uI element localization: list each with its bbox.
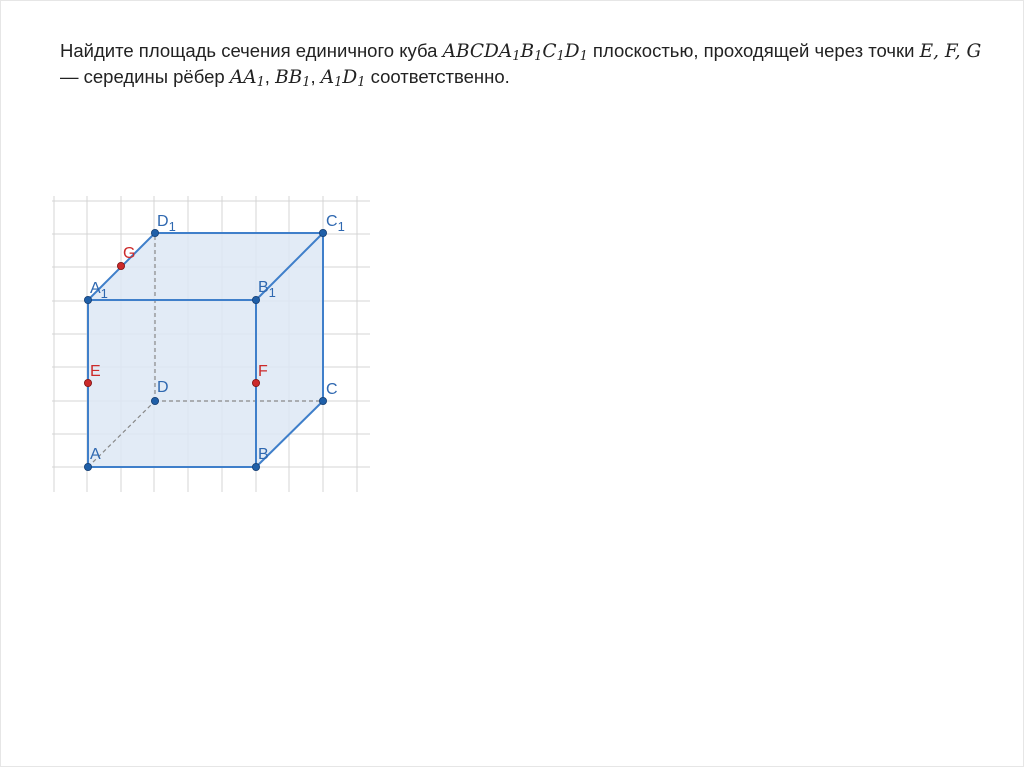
- points-list: E, F, G: [919, 41, 982, 62]
- cube-figure: [52, 196, 370, 492]
- vertex-dot-b1: [252, 296, 259, 303]
- vertex-label-a: A: [90, 446, 101, 463]
- vertex-label-d1: $D_1$: [157, 213, 176, 234]
- vertex-dot-c: [319, 397, 326, 404]
- vertex-dot-b: [252, 463, 259, 470]
- vertex-label-a1: $A_1$: [90, 280, 108, 301]
- point-dot-g: [117, 262, 124, 269]
- vertex-label-c: C: [326, 381, 338, 398]
- vertex-dot-d1: [151, 229, 158, 236]
- vertex-label-c1: $C_1$: [326, 213, 345, 234]
- problem-text-2: плоскостью, проходящей через точки: [587, 40, 920, 61]
- edge-a1d1: $A_1D_1$: [320, 67, 366, 91]
- cube-name: $ABCDA_1B_1C_1D_1$: [442, 41, 588, 65]
- point-label-g: G: [123, 245, 136, 262]
- point-label-f: F: [258, 363, 268, 380]
- vertex-label-b1: $B_1$: [258, 279, 276, 300]
- point-label-e: E: [90, 363, 101, 380]
- vertex-dot-a1: [84, 296, 91, 303]
- point-dot-f: [252, 379, 259, 386]
- vertex-dot-d: [151, 397, 158, 404]
- cube-diagram: [52, 196, 370, 492]
- vertex-label-d: D: [157, 379, 169, 396]
- edge-aa1: $AA_1$: [229, 67, 265, 91]
- point-dot-e: [84, 379, 91, 386]
- vertex-dot-c1: [319, 229, 326, 236]
- problem-statement: Найдите площадь сечения единичного куба $ABCDA_1B_1C_1D_1$ плоскостью, проходящей через точки E, F, G — середины рёбер $AA_1$, $BB_1$, $A_1D_1$ соответственно.: [60, 40, 982, 91]
- vertex-dot-a: [84, 463, 91, 470]
- problem-text-1: Найдите площадь сечения единичного куба: [60, 40, 443, 61]
- edge-bb1: $BB_1$: [275, 67, 311, 91]
- vertex-label-b: B: [258, 446, 269, 463]
- problem-text-3: — середины рёбер: [60, 66, 230, 87]
- problem-text-4: соответственно.: [365, 66, 510, 87]
